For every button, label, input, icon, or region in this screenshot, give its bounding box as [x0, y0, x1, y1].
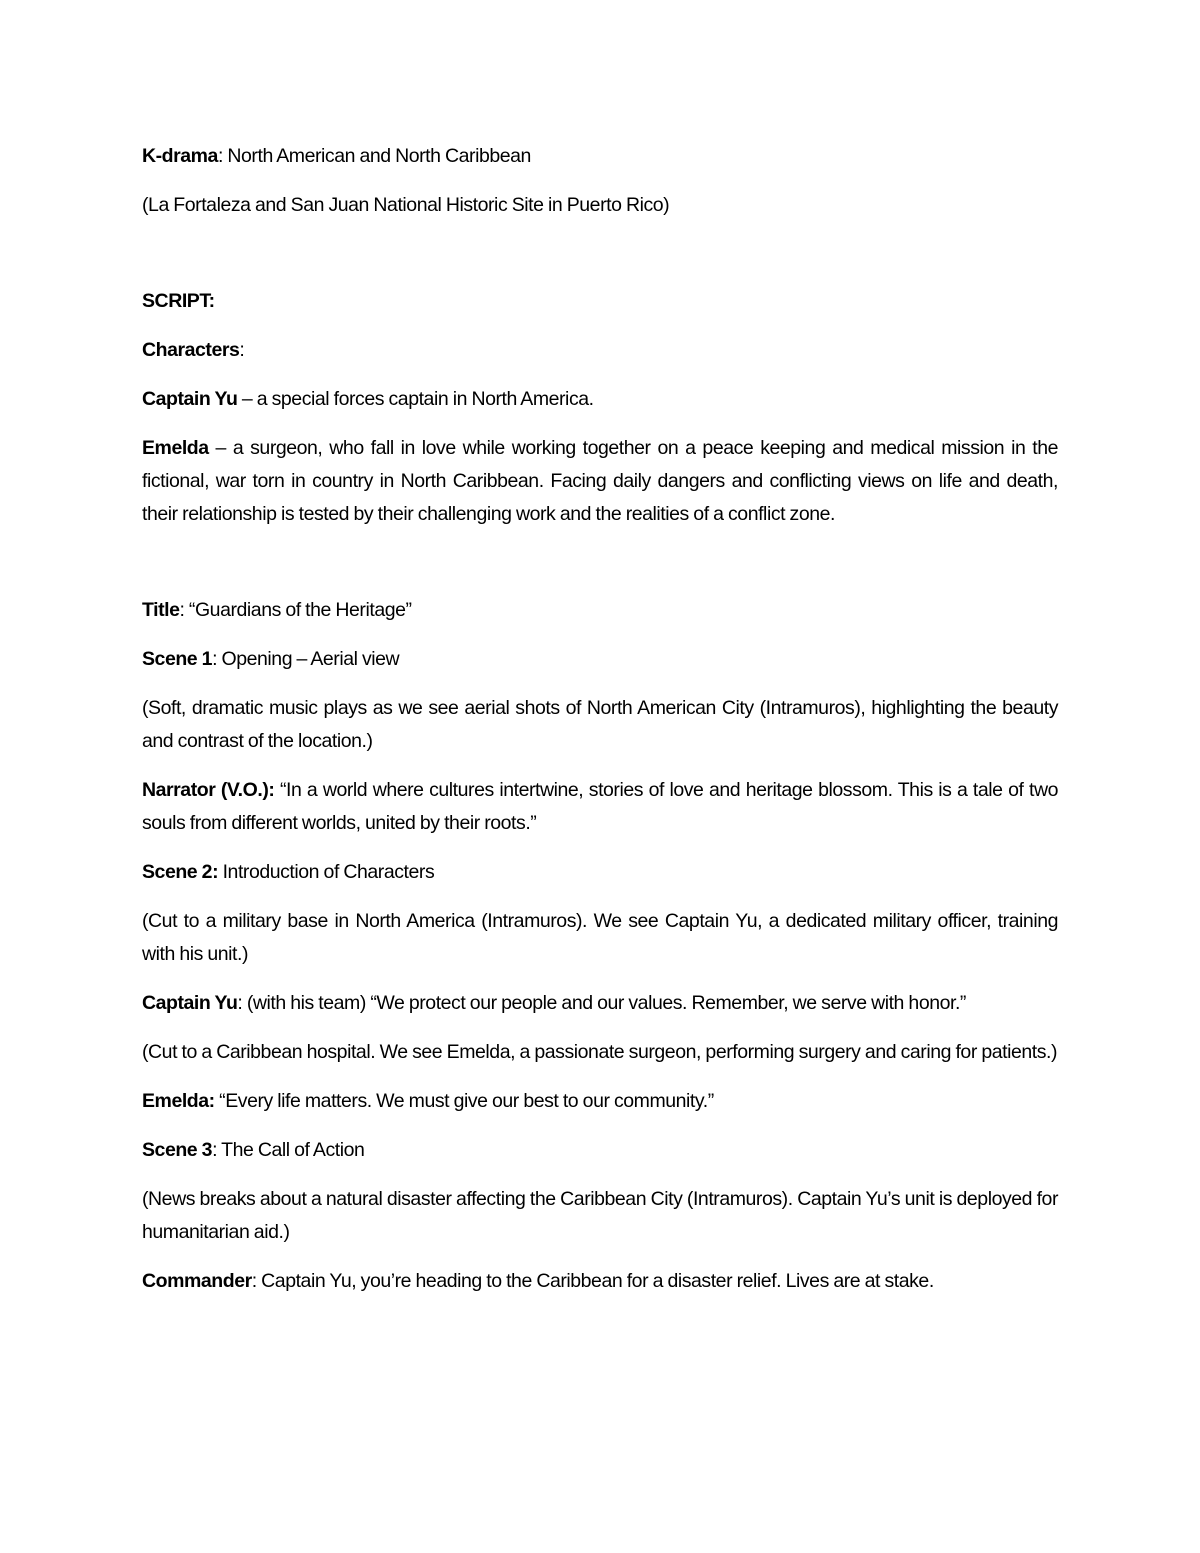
- scene2-heading: [142, 856, 1058, 889]
- scene3-text: The Call of Action: [221, 1139, 365, 1161]
- character-name: Captain Yu: [142, 388, 238, 410]
- scene3-separator: :: [212, 1139, 222, 1161]
- scene1-direction: (Soft, dramatic music plays as we see aerial shots of North American City (Intramuros), highlighting the beauty and contrast of the location.): [142, 697, 1058, 752]
- title-label: Title: [142, 599, 180, 621]
- script-heading: [142, 285, 1058, 318]
- characters-label: Characters: [142, 339, 240, 361]
- scene1-text: Opening – Aerial view: [221, 648, 400, 670]
- emelda-label: Emelda:: [142, 1090, 215, 1112]
- scene2-direction-1: (Cut to a military base in North America (Intramuros). We see Captain Yu, a dedicated military officer, training with his unit.): [142, 910, 1058, 965]
- scene1-separator: :: [212, 648, 222, 670]
- kdrama-label: K-drama: [142, 145, 218, 167]
- narrator-dialogue: “In a world where cultures intertwine, stories of love and heritage blossom. This is a tale of two souls from different worlds, united by their roots.”: [142, 779, 1058, 834]
- title-line: [142, 594, 1058, 627]
- commander-line: [142, 1265, 1058, 1298]
- kdrama-text: North American and North Caribbean: [227, 145, 531, 167]
- captain-yu-label: Captain Yu: [142, 992, 238, 1014]
- captain-yu-dialogue: : (with his team) “We protect our people and our values. Remember, we serve with honor.”: [237, 992, 966, 1014]
- scene2-text: Introduction of Characters: [218, 861, 435, 883]
- commander-label: Commander: [142, 1270, 252, 1292]
- title-separator: :: [179, 599, 189, 621]
- characters-colon: :: [239, 339, 245, 361]
- characters-heading: [142, 334, 1058, 367]
- scene1-heading: [142, 643, 1058, 676]
- scene2-direction-2: (Cut to a Caribbean hospital. We see Emelda, a passionate surgeon, performing surgery and caring for patients.): [142, 1041, 1058, 1063]
- emelda-line: [142, 1085, 1058, 1118]
- kdrama-line: [142, 140, 1058, 173]
- kdrama-separator: :: [217, 145, 228, 167]
- character-emelda: [142, 432, 1058, 531]
- character-description: – a special forces captain in North America.: [237, 388, 594, 410]
- script-heading-text: SCRIPT:: [142, 290, 215, 312]
- character-description: – a surgeon, who fall in love while working together on a peace keeping and medical mission in the fictional, war torn in country in North Caribbean. Facing daily dangers and conflicting views on life and death, their relationship is tested by their challenging work and the realities of a conflict zone.: [142, 437, 1058, 525]
- character-name: Emelda: [142, 437, 209, 459]
- location-line: (La Fortaleza and San Juan National Historic Site in Puerto Rico): [142, 194, 670, 216]
- emelda-dialogue: “Every life matters. We must give our best to our community.”: [214, 1090, 714, 1112]
- character-captain-yu: [142, 383, 1058, 416]
- scene1-label: Scene 1: [142, 648, 213, 670]
- scene2-label: Scene 2:: [142, 861, 219, 883]
- narrator-line: [142, 774, 1058, 840]
- document-page: [142, 140, 1058, 1314]
- captain-yu-line: [142, 987, 1058, 1020]
- scene3-label: Scene 3: [142, 1139, 213, 1161]
- commander-dialogue: : Captain Yu, you’re heading to the Caribbean for a disaster relief. Lives are at stake.: [251, 1270, 934, 1292]
- narrator-label: Narrator (V.O.):: [142, 779, 275, 801]
- title-text: “Guardians of the Heritage”: [188, 599, 412, 621]
- scene3-direction: (News breaks about a natural disaster affecting the Caribbean City (Intramuros). Captain Yu’s unit is deployed for humanitarian aid.): [142, 1188, 1058, 1243]
- scene3-heading: [142, 1134, 1058, 1167]
